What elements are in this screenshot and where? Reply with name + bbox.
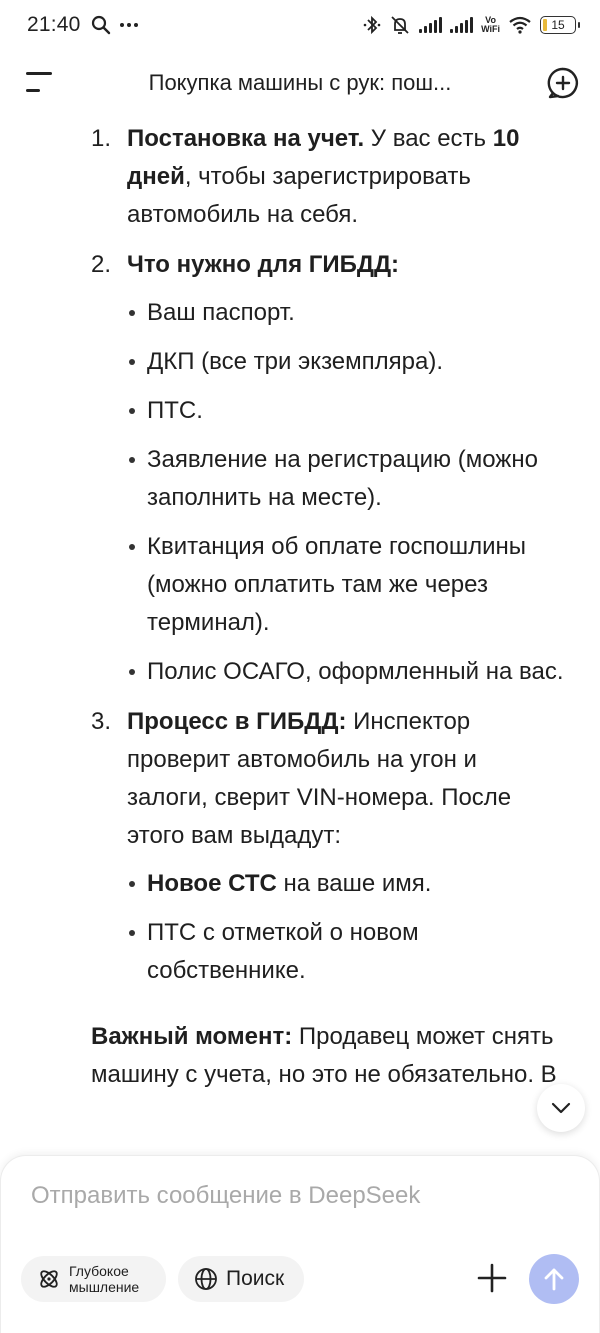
bullet-item: ПТС. xyxy=(0,392,600,430)
bullet-item: Новое СТС на ваше имя. xyxy=(0,865,600,903)
item-heading: Что нужно для ГИБДД: xyxy=(127,251,400,278)
arrow-up-icon xyxy=(543,1267,565,1291)
search-icon xyxy=(91,15,111,35)
ordered-list-item: 1. Постановка на учет. У вас есть 10 дней, чтобы зарегистрировать автомобиль на себя. xyxy=(91,125,520,228)
item-heading: Постановка на учет. xyxy=(127,125,365,152)
signal-1-icon xyxy=(419,17,442,33)
status-time: 21:40 xyxy=(27,13,81,36)
signal-2-icon xyxy=(450,17,473,33)
ordered-list-item: 3. Процесс в ГИБДД: Инспектор проверит автомобиль на угон и залоги, сверит VIN-номера. После этого вам выдадут: xyxy=(91,708,512,849)
message-composer xyxy=(0,1155,600,1333)
message-input[interactable] xyxy=(31,1182,551,1210)
bullet-item: Заявление на регистрацию (можно заполнить на месте). xyxy=(0,441,600,517)
bullet-item: ПТС с отметкой о новом собственнике. xyxy=(0,914,600,990)
atom-icon xyxy=(37,1267,61,1291)
bullet-item: Ваш паспорт. xyxy=(0,294,600,332)
bullet-list xyxy=(0,865,600,990)
chat-header xyxy=(0,50,600,116)
battery-icon: 15 xyxy=(540,16,576,34)
bullet-item: Квитанция об оплате госпошлины (можно оплатить там же через терминал). xyxy=(0,528,600,642)
status-bar xyxy=(0,0,600,50)
bluetooth-icon xyxy=(363,15,381,35)
chevron-down-icon xyxy=(551,1102,571,1114)
deep-think-toggle[interactable]: Глубокое мышление xyxy=(21,1256,166,1302)
assistant-message xyxy=(0,120,600,1094)
mute-bell-icon xyxy=(389,15,411,35)
attach-plus-button[interactable] xyxy=(477,1263,507,1293)
ordered-list-item: 2. Что нужно для ГИБДД: xyxy=(91,251,400,278)
scroll-down-button[interactable] xyxy=(537,1084,585,1132)
item-heading: Процесс в ГИБДД: xyxy=(127,708,347,735)
bullet-item: Полис ОСАГО, оформленный на вас. xyxy=(0,653,600,691)
vowifi-icon: Vo WiFi xyxy=(481,15,500,34)
wifi-icon xyxy=(508,16,532,34)
globe-icon xyxy=(194,1267,218,1291)
more-dots-icon xyxy=(119,22,139,28)
note-paragraph: Важный момент: Продавец может снять машину с учета, но это не обязательно. В xyxy=(91,1023,557,1088)
chat-title: Покупка машины с рук: пош... xyxy=(148,70,452,95)
web-search-toggle[interactable]: Поиск xyxy=(178,1256,304,1302)
bullet-item: ДКП (все три экземпляра). xyxy=(0,343,600,381)
new-chat-button[interactable] xyxy=(546,66,580,100)
bullet-list xyxy=(0,294,600,691)
send-button[interactable] xyxy=(529,1254,579,1304)
